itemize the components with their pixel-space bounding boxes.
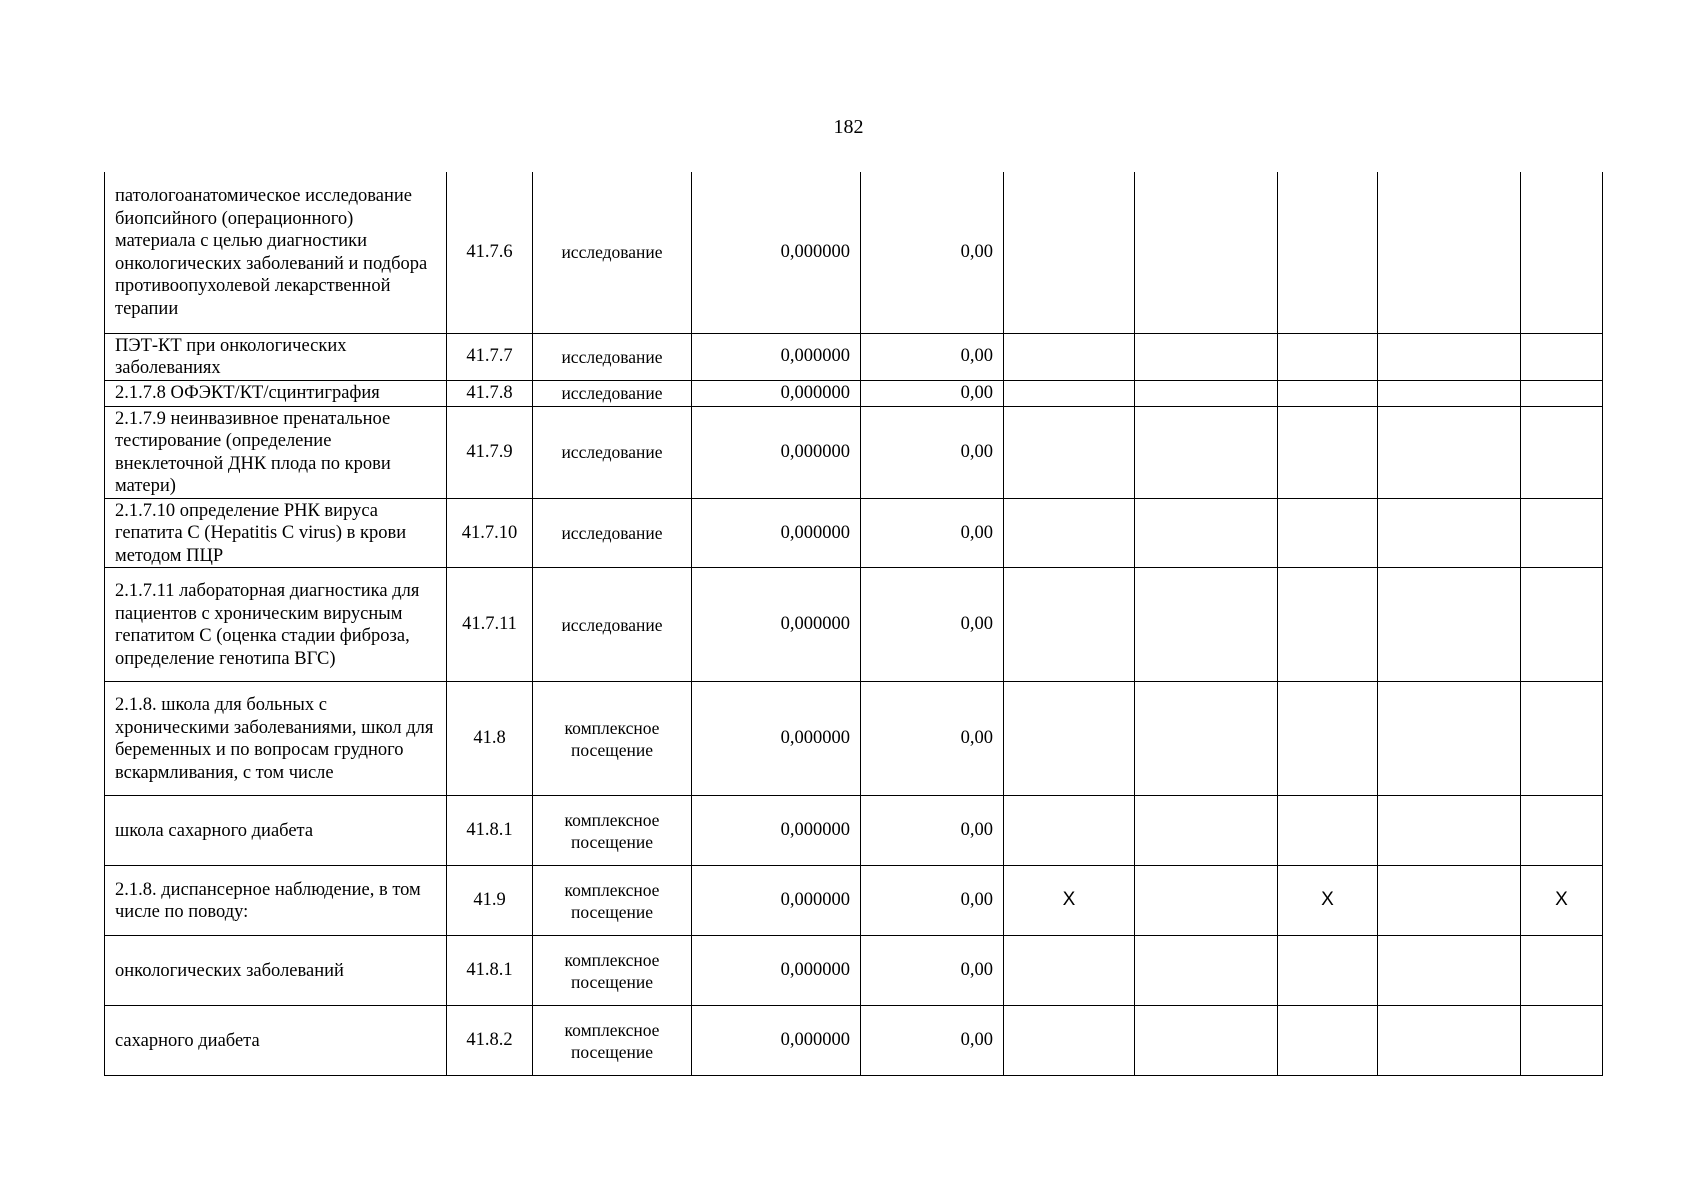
row-value-cost: 0,00 xyxy=(861,172,1004,333)
page-number: 182 xyxy=(833,116,864,138)
row-name: онкологических заболеваний xyxy=(105,936,447,1006)
row-x-cell xyxy=(1278,682,1378,796)
row-x-cell xyxy=(1378,568,1521,682)
row-code: 41.7.11 xyxy=(447,568,533,682)
row-value-cost: 0,00 xyxy=(861,682,1004,796)
row-x-cell xyxy=(1521,682,1603,796)
row-unit: комплексное посещение xyxy=(533,796,692,866)
row-x-cell xyxy=(1004,333,1135,380)
row-value-rate: 0,000000 xyxy=(692,866,861,936)
table-body xyxy=(105,172,1603,1076)
row-x-cell xyxy=(1378,380,1521,406)
row-code: 41.7.9 xyxy=(447,406,533,498)
row-unit: комплексное посещение xyxy=(533,866,692,936)
row-x-cell xyxy=(1521,380,1603,406)
row-value-cost: 0,00 xyxy=(861,796,1004,866)
row-value-rate: 0,000000 xyxy=(692,568,861,682)
row-name: 2.1.7.8 ОФЭКТ/КТ/сцинтиграфия xyxy=(105,380,447,406)
row-unit: исследование xyxy=(533,380,692,406)
row-x-cell xyxy=(1278,380,1378,406)
row-value-rate: 0,000000 xyxy=(692,796,861,866)
row-x-cell xyxy=(1378,936,1521,1006)
row-unit: комплексное посещение xyxy=(533,682,692,796)
row-code: 41.7.8 xyxy=(447,380,533,406)
row-name: школа сахарного диабета xyxy=(105,796,447,866)
row-unit: исследование xyxy=(533,333,692,380)
table-row xyxy=(105,380,1603,406)
row-x-cell xyxy=(1004,796,1135,866)
row-x-cell xyxy=(1521,936,1603,1006)
row-code: 41.9 xyxy=(447,866,533,936)
table-row xyxy=(105,172,1603,333)
row-name: 2.1.7.9 неинвазивное пренатальное тестирование (определение внеклеточной ДНК плода по крови матери) xyxy=(105,406,447,498)
row-x-cell xyxy=(1004,682,1135,796)
row-x-cell xyxy=(1521,1006,1603,1076)
row-x-cell xyxy=(1378,333,1521,380)
row-code: 41.7.7 xyxy=(447,333,533,380)
table-row xyxy=(105,498,1603,568)
row-x-cell xyxy=(1135,796,1278,866)
row-value-rate: 0,000000 xyxy=(692,936,861,1006)
row-code: 41.8.1 xyxy=(447,796,533,866)
table-row xyxy=(105,333,1603,380)
row-x-cell xyxy=(1004,498,1135,568)
row-x-cell xyxy=(1135,1006,1278,1076)
row-code: 41.8.2 xyxy=(447,1006,533,1076)
row-value-rate: 0,000000 xyxy=(692,380,861,406)
row-unit: комплексное посещение xyxy=(533,1006,692,1076)
row-name: патологоанатомическое исследование биопсийного (операционного) материала с целью диагностики онкологических заболеваний и подбора противоопухолевой лекарственной терапии xyxy=(105,172,447,333)
row-x-cell xyxy=(1278,498,1378,568)
row-unit: исследование xyxy=(533,172,692,333)
row-value-rate: 0,000000 xyxy=(692,172,861,333)
row-x-cell xyxy=(1521,498,1603,568)
row-x-cell xyxy=(1378,866,1521,936)
row-code: 41.7.6 xyxy=(447,172,533,333)
row-x-cell xyxy=(1004,568,1135,682)
table-row xyxy=(105,568,1603,682)
row-x-cell xyxy=(1278,172,1378,333)
row-code: 41.8 xyxy=(447,682,533,796)
row-x-cell xyxy=(1278,1006,1378,1076)
row-x-cell xyxy=(1004,172,1135,333)
row-x-cell xyxy=(1378,1006,1521,1076)
row-x-cell xyxy=(1135,936,1278,1006)
row-x-cell xyxy=(1135,380,1278,406)
row-x-cell xyxy=(1521,172,1603,333)
row-x-cell xyxy=(1278,406,1378,498)
row-name: 2.1.8. школа для больных с хроническими заболеваниями, школ для беременных и по вопросам грудного вскармливания, с том числе xyxy=(105,682,447,796)
row-x-cell xyxy=(1278,796,1378,866)
row-x-cell xyxy=(1135,333,1278,380)
row-name: 2.1.8. диспансерное наблюдение, в том числе по поводу: xyxy=(105,866,447,936)
row-x-cell: X xyxy=(1004,866,1135,936)
row-value-rate: 0,000000 xyxy=(692,498,861,568)
row-value-cost: 0,00 xyxy=(861,1006,1004,1076)
table-row xyxy=(105,796,1603,866)
row-x-cell xyxy=(1378,682,1521,796)
row-x-cell xyxy=(1278,936,1378,1006)
table-row xyxy=(105,936,1603,1006)
row-x-cell: X xyxy=(1521,866,1603,936)
row-x-cell xyxy=(1004,406,1135,498)
row-name: 2.1.7.10 определение РНК вируса гепатита С (Hepatitis C virus) в крови методом ПЦР xyxy=(105,498,447,568)
row-code: 41.7.10 xyxy=(447,498,533,568)
row-x-cell xyxy=(1004,936,1135,1006)
row-x-cell xyxy=(1135,682,1278,796)
row-unit: исследование xyxy=(533,406,692,498)
row-name: сахарного диабета xyxy=(105,1006,447,1076)
row-code: 41.8.1 xyxy=(447,936,533,1006)
row-x-cell xyxy=(1378,406,1521,498)
row-x-cell xyxy=(1135,866,1278,936)
row-unit: исследование xyxy=(533,568,692,682)
row-x-cell xyxy=(1278,333,1378,380)
row-x-cell xyxy=(1378,172,1521,333)
data-table xyxy=(104,172,1603,1076)
row-x-cell xyxy=(1135,172,1278,333)
row-value-cost: 0,00 xyxy=(861,498,1004,568)
row-value-cost: 0,00 xyxy=(861,568,1004,682)
row-x-cell xyxy=(1004,380,1135,406)
row-value-rate: 0,000000 xyxy=(692,406,861,498)
row-x-cell xyxy=(1135,406,1278,498)
row-x-cell xyxy=(1278,568,1378,682)
row-unit: комплексное посещение xyxy=(533,936,692,1006)
row-x-cell xyxy=(1135,568,1278,682)
row-x-cell xyxy=(1521,568,1603,682)
row-x-cell xyxy=(1521,406,1603,498)
row-x-cell xyxy=(1521,333,1603,380)
table-row xyxy=(105,866,1603,936)
row-x-cell xyxy=(1378,796,1521,866)
row-value-cost: 0,00 xyxy=(861,380,1004,406)
row-x-cell xyxy=(1521,796,1603,866)
row-x-cell xyxy=(1378,498,1521,568)
row-value-cost: 0,00 xyxy=(861,406,1004,498)
row-value-cost: 0,00 xyxy=(861,333,1004,380)
row-value-cost: 0,00 xyxy=(861,936,1004,1006)
table-row xyxy=(105,406,1603,498)
row-name: ПЭТ-КТ при онкологических заболеваниях xyxy=(105,333,447,380)
row-value-cost: 0,00 xyxy=(861,866,1004,936)
row-name: 2.1.7.11 лабораторная диагностика для пациентов с хроническим вирусным гепатитом С (оценка стадии фиброза, определение генотипа ВГС) xyxy=(105,568,447,682)
row-value-rate: 0,000000 xyxy=(692,333,861,380)
table-row xyxy=(105,682,1603,796)
row-unit: исследование xyxy=(533,498,692,568)
table-row xyxy=(105,1006,1603,1076)
row-x-cell xyxy=(1004,1006,1135,1076)
row-x-cell: X xyxy=(1278,866,1378,936)
row-value-rate: 0,000000 xyxy=(692,682,861,796)
row-value-rate: 0,000000 xyxy=(692,1006,861,1076)
row-x-cell xyxy=(1135,498,1278,568)
